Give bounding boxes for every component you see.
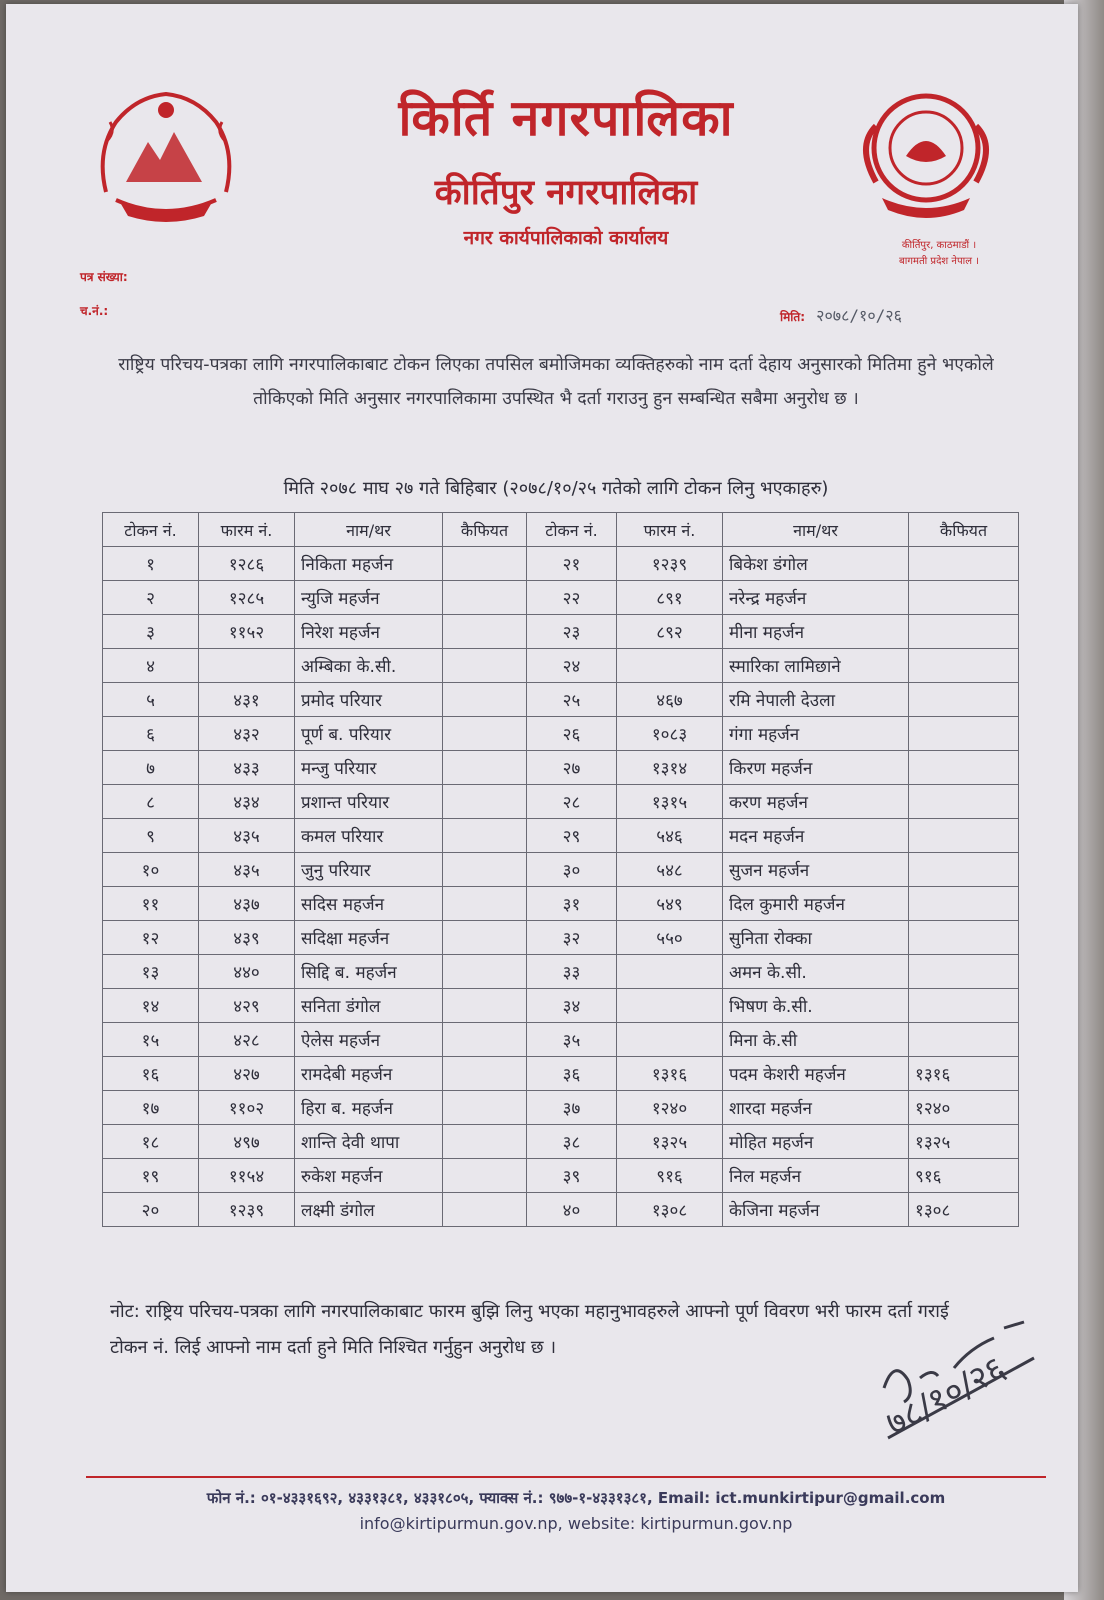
name-cell: कमल परियार [295, 819, 443, 853]
token-no-cell: २७ [527, 751, 617, 785]
form-no-cell: ४३२ [199, 717, 295, 751]
form-no-cell [617, 1023, 723, 1057]
form-no-cell: १२३९ [199, 1193, 295, 1227]
token-no-cell: २२ [527, 581, 617, 615]
form-no-cell: ४२९ [199, 989, 295, 1023]
token-no-cell: २ [103, 581, 199, 615]
remarks-cell [443, 717, 527, 751]
token-no-cell: १ [103, 547, 199, 581]
table-row [103, 955, 1019, 989]
remarks-cell [443, 785, 527, 819]
name-cell: रुकेश महर्जन [295, 1159, 443, 1193]
header-form-no-2: फारम नं. [617, 513, 723, 547]
form-no-cell: १३१४ [617, 751, 723, 785]
remarks-cell: १३१६ [909, 1057, 1019, 1091]
remarks-cell [443, 547, 527, 581]
name-cell: किरण महर्जन [723, 751, 909, 785]
date-label: मिति: [780, 310, 806, 324]
form-no-cell: ४९७ [199, 1125, 295, 1159]
remarks-cell [443, 887, 527, 921]
nepal-emblem-icon [86, 82, 246, 232]
form-no-cell: ४३५ [199, 819, 295, 853]
token-no-cell: २१ [527, 547, 617, 581]
token-no-cell: ५ [103, 683, 199, 717]
table-row [103, 1125, 1019, 1159]
token-no-cell: ३ [103, 615, 199, 649]
form-no-cell: ५४८ [617, 853, 723, 887]
remarks-cell [443, 1159, 527, 1193]
table-row [103, 1023, 1019, 1057]
name-cell: अमन के.सी. [723, 955, 909, 989]
table-row [103, 649, 1019, 683]
remarks-cell [443, 1057, 527, 1091]
token-no-cell: १६ [103, 1057, 199, 1091]
token-no-cell: १९ [103, 1159, 199, 1193]
table-row [103, 887, 1019, 921]
token-no-cell: ३५ [527, 1023, 617, 1057]
name-cell: रामदेबी महर्जन [295, 1057, 443, 1091]
name-cell: मदन महर्जन [723, 819, 909, 853]
remarks-cell: ९१६ [909, 1159, 1019, 1193]
form-no-cell: ४२८ [199, 1023, 295, 1057]
token-no-cell: ४ [103, 649, 199, 683]
footer-contact-line: फोन नं.: ०१-४३३१६९२, ४३३१३८१, ४३३१८०५, फ्याक्स नं.: ९७७-१-४३३१३८१, Email: ict.munkirtipur@gmail.com [206, 1489, 946, 1507]
remarks-cell [443, 853, 527, 887]
table-row [103, 921, 1019, 955]
name-cell: गंगा महर्जन [723, 717, 909, 751]
token-no-cell: ८ [103, 785, 199, 819]
name-cell: सुनिता रोक्का [723, 921, 909, 955]
remarks-cell [443, 1125, 527, 1159]
remarks-cell [909, 921, 1019, 955]
remarks-cell: १२४० [909, 1091, 1019, 1125]
table-row [103, 547, 1019, 581]
token-no-cell: १८ [103, 1125, 199, 1159]
name-cell: मिना के.सी [723, 1023, 909, 1057]
form-no-cell: ११०२ [199, 1091, 295, 1125]
form-no-cell: ४६७ [617, 683, 723, 717]
name-cell: शान्ति देवी थापा [295, 1125, 443, 1159]
name-cell: मीना महर्जन [723, 615, 909, 649]
header-form-no: फारम नं. [199, 513, 295, 547]
name-cell: अम्बिका के.सी. [295, 649, 443, 683]
token-no-cell: ६ [103, 717, 199, 751]
name-cell: निकिता महर्जन [295, 547, 443, 581]
remarks-cell [909, 717, 1019, 751]
form-no-cell [199, 649, 295, 683]
table-row [103, 1193, 1019, 1227]
remarks-cell [443, 1023, 527, 1057]
footer-divider [86, 1476, 1046, 1478]
name-cell: सदिक्षा महर्जन [295, 921, 443, 955]
document-page [6, 4, 1078, 1592]
name-cell: स्मारिका लामिछाने [723, 649, 909, 683]
form-no-cell: ९१६ [617, 1159, 723, 1193]
form-no-cell: ५५० [617, 921, 723, 955]
token-no-cell: ३३ [527, 955, 617, 989]
token-no-cell: ३२ [527, 921, 617, 955]
table-row [103, 785, 1019, 819]
address-line-1: कीर्तिपुर, काठमाडौं । [901, 240, 977, 251]
name-cell: प्रमोद परियार [295, 683, 443, 717]
form-no-cell: १२८६ [199, 547, 295, 581]
header-name: नाम/थर [295, 513, 443, 547]
handwritten-signature [874, 1318, 1054, 1458]
form-no-cell: ४३७ [199, 887, 295, 921]
table-header-row [103, 513, 1019, 547]
token-no-cell: ३८ [527, 1125, 617, 1159]
token-no-cell: १४ [103, 989, 199, 1023]
name-cell: दिल कुमारी महर्जन [723, 887, 909, 921]
remarks-cell [909, 955, 1019, 989]
token-no-cell: ३१ [527, 887, 617, 921]
remarks-cell [909, 887, 1019, 921]
remarks-cell [443, 989, 527, 1023]
intro-paragraph: राष्ट्रिय परिचय-पत्रका लागि नगरपालिकाबाट टोकन लिएका तपसिल बमोजिमका व्यक्तिहरुको नाम दर्ता देहाय अनुसारको मितिमा हुने भएकोले तोकिएको मिति अनुसार नगरपालिकामा उपस्थित भै दर्ता गराउनु हुन सम्बन्धित सबैमा अनुरोध छ । [118, 355, 994, 409]
token-no-cell: ११ [103, 887, 199, 921]
remarks-cell [909, 547, 1019, 581]
remarks-cell [909, 581, 1019, 615]
form-no-cell: १३०८ [617, 1193, 723, 1227]
remarks-cell: १३२५ [909, 1125, 1019, 1159]
right-address [854, 238, 1024, 270]
form-no-cell [617, 989, 723, 1023]
name-cell: मन्जु परियार [295, 751, 443, 785]
remarks-cell [443, 649, 527, 683]
date-line [780, 304, 902, 326]
table-row [103, 751, 1019, 785]
token-no-cell: २५ [527, 683, 617, 717]
name-cell: मोहित महर्जन [723, 1125, 909, 1159]
form-no-cell: ४३१ [199, 683, 295, 717]
name-cell: सिद्दि ब. महर्जन [295, 955, 443, 989]
header-remarks-2: कैफियत [909, 513, 1019, 547]
name-cell: प्रशान्त परियार [295, 785, 443, 819]
form-no-cell: ४३५ [199, 853, 295, 887]
form-no-cell: १२८५ [199, 581, 295, 615]
token-no-cell: २० [103, 1193, 199, 1227]
remarks-cell [443, 819, 527, 853]
token-no-cell: १५ [103, 1023, 199, 1057]
name-cell: सदिस महर्जन [295, 887, 443, 921]
header-token-no: टोकन नं. [103, 513, 199, 547]
date-value: २०७८/१०/२६ [816, 306, 902, 325]
name-cell: भिषण के.सी. [723, 989, 909, 1023]
form-no-cell: १२४० [617, 1091, 723, 1125]
remarks-cell [909, 989, 1019, 1023]
name-cell: केजिना महर्जन [723, 1193, 909, 1227]
form-no-cell: ८९२ [617, 615, 723, 649]
remarks-cell [909, 785, 1019, 819]
form-no-cell: १२३९ [617, 547, 723, 581]
table-row [103, 581, 1019, 615]
header-subtitle: नगर कार्यपालिकाको कार्यालय [463, 227, 669, 249]
note-paragraph: नोट: राष्ट्रिय परिचय-पत्रका लागि नगरपालिकाबाट फारम बुझि लिनु भएका महानुभावहरुले आफ्नो पूर्ण विवरण भरी फारम दर्ता गराई टोकन नं. लिई आफ्नो नाम दर्ता हुने मिति निश्चित गर्नुहुन अनुरोध छ । [110, 1301, 949, 1358]
token-no-cell: १३ [103, 955, 199, 989]
name-cell: निल महर्जन [723, 1159, 909, 1193]
name-cell: पदम केशरी महर्जन [723, 1057, 909, 1091]
token-table [102, 512, 1019, 1227]
remarks-cell [909, 1023, 1019, 1057]
remarks-cell [443, 1193, 527, 1227]
municipality-logo-icon [846, 86, 1006, 236]
remarks-cell [443, 751, 527, 785]
form-no-cell: ८९१ [617, 581, 723, 615]
form-no-cell: ४३३ [199, 751, 295, 785]
name-cell: लक्ष्मी डंगोल [295, 1193, 443, 1227]
form-no-cell: ५४६ [617, 819, 723, 853]
remarks-cell: १३०८ [909, 1193, 1019, 1227]
name-cell: नरेन्द्र महर्जन [723, 581, 909, 615]
header-remarks: कैफियत [443, 513, 527, 547]
remarks-cell [443, 921, 527, 955]
name-cell: पूर्ण ब. परियार [295, 717, 443, 751]
form-no-cell: ११५२ [199, 615, 295, 649]
name-cell: जुनु परियार [295, 853, 443, 887]
table-row [103, 717, 1019, 751]
token-no-cell: ३४ [527, 989, 617, 1023]
form-no-cell: १३२५ [617, 1125, 723, 1159]
form-no-cell: ४३४ [199, 785, 295, 819]
form-no-cell: ११५४ [199, 1159, 295, 1193]
signature-date: ७८/१०/२६ [879, 1348, 1013, 1444]
table-row [103, 615, 1019, 649]
table-row [103, 989, 1019, 1023]
form-no-cell: ४२७ [199, 1057, 295, 1091]
table-row [103, 1091, 1019, 1125]
token-no-cell: २६ [527, 717, 617, 751]
token-no-cell: १२ [103, 921, 199, 955]
letter-number-label: पत्र संख्या: [80, 270, 128, 284]
name-cell: सनिता डंगोल [295, 989, 443, 1023]
header-title-main: कीर्तिपुर नगरपालिका [434, 173, 698, 213]
remarks-cell [909, 751, 1019, 785]
token-table-body [103, 547, 1019, 1227]
name-cell: न्युजि महर्जन [295, 581, 443, 615]
token-no-cell: ७ [103, 751, 199, 785]
name-cell: ऐलेस महर्जन [295, 1023, 443, 1057]
token-no-cell: ३७ [527, 1091, 617, 1125]
name-cell: हिरा ब. महर्जन [295, 1091, 443, 1125]
remarks-cell [909, 853, 1019, 887]
remarks-cell [909, 649, 1019, 683]
remarks-cell [443, 1091, 527, 1125]
table-row [103, 1057, 1019, 1091]
form-no-cell: १३१६ [617, 1057, 723, 1091]
token-no-cell: २८ [527, 785, 617, 819]
token-no-cell: १० [103, 853, 199, 887]
token-no-cell: ३० [527, 853, 617, 887]
header-name-2: नाम/थर [723, 513, 909, 547]
form-no-cell [617, 955, 723, 989]
name-cell: करण महर्जन [723, 785, 909, 819]
remarks-cell [443, 955, 527, 989]
token-no-cell: २९ [527, 819, 617, 853]
address-line-2: बागमती प्रदेश नेपाल । [899, 256, 979, 267]
footer-web-line: info@kirtipurmun.gov.np, website: kirtipurmun.gov.np [359, 1514, 793, 1533]
name-cell: शारदा महर्जन [723, 1091, 909, 1125]
dispatch-number-label: च.नं.: [80, 304, 109, 318]
remarks-cell [443, 581, 527, 615]
form-no-cell: ४४० [199, 955, 295, 989]
table-row [103, 1159, 1019, 1193]
form-no-cell [617, 649, 723, 683]
token-no-cell: १७ [103, 1091, 199, 1125]
token-no-cell: ४० [527, 1193, 617, 1227]
form-no-cell: ५४९ [617, 887, 723, 921]
token-no-cell: ९ [103, 819, 199, 853]
name-cell: रमि नेपाली देउला [723, 683, 909, 717]
remarks-cell [909, 819, 1019, 853]
header-title-newari: किर्ति नगरपालिका [398, 89, 734, 147]
name-cell: बिकेश डंगोल [723, 547, 909, 581]
header-token-no-2: टोकन नं. [527, 513, 617, 547]
remarks-cell [909, 683, 1019, 717]
remarks-cell [909, 615, 1019, 649]
table-row [103, 819, 1019, 853]
name-cell: निरेश महर्जन [295, 615, 443, 649]
token-no-cell: २३ [527, 615, 617, 649]
name-cell: सुजन महर्जन [723, 853, 909, 887]
token-no-cell: ३९ [527, 1159, 617, 1193]
form-no-cell: ४३९ [199, 921, 295, 955]
form-no-cell: १३१५ [617, 785, 723, 819]
table-title: मिति २०७८ माघ २७ गते बिहिबार (२०७८/१०/२५ गतेको लागि टोकन लिनु भएकाहरु) [283, 478, 829, 499]
remarks-cell [443, 683, 527, 717]
table-row [103, 683, 1019, 717]
token-no-cell: २४ [527, 649, 617, 683]
remarks-cell [443, 615, 527, 649]
table-row [103, 853, 1019, 887]
form-no-cell: १०८३ [617, 717, 723, 751]
token-no-cell: ३६ [527, 1057, 617, 1091]
